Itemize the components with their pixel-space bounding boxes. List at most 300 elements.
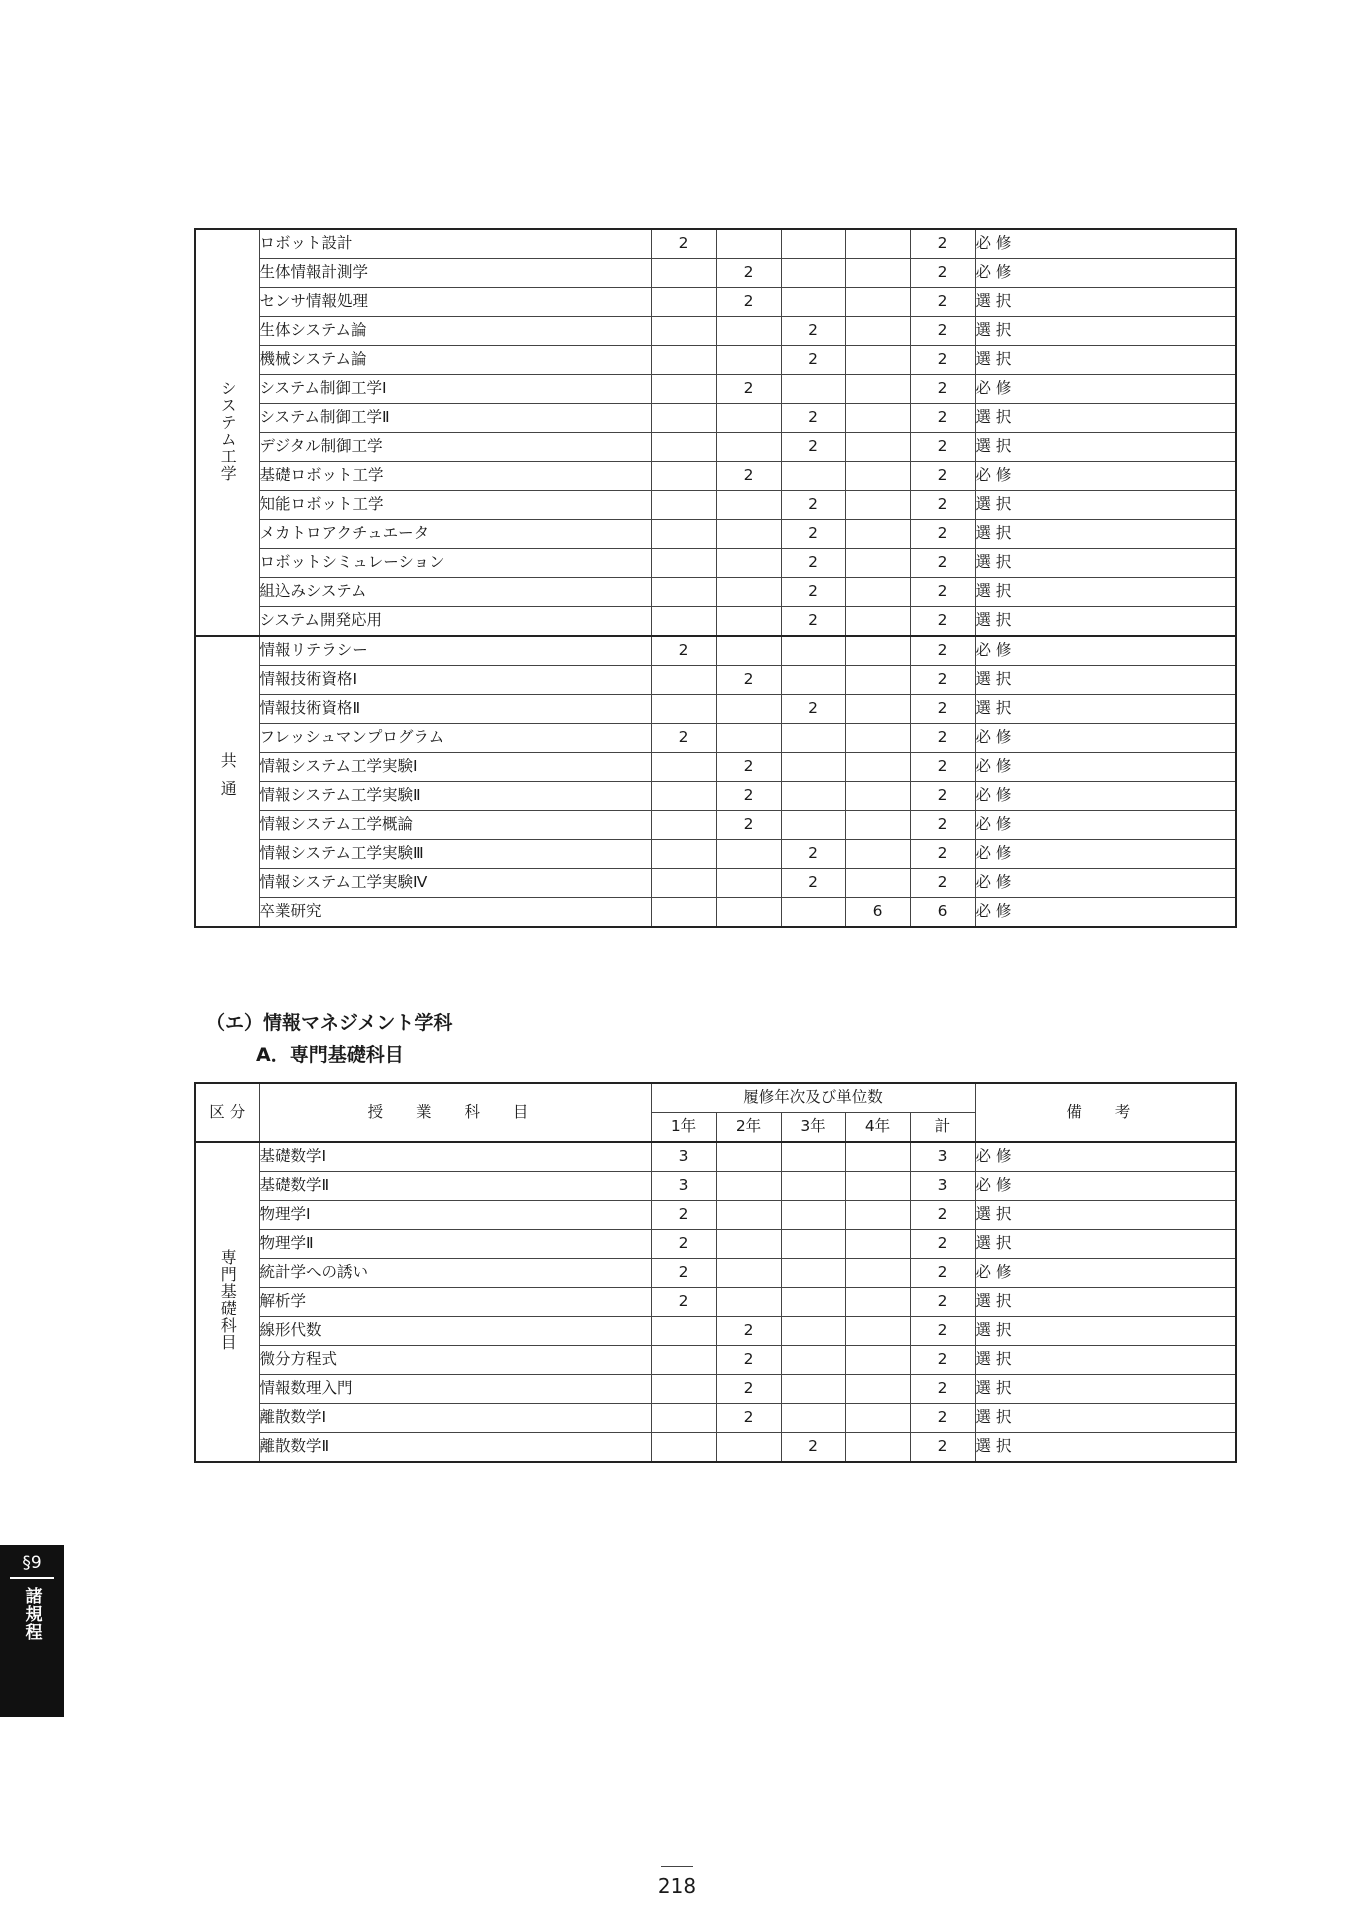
year1-credits: [651, 898, 716, 928]
year2-credits: [716, 404, 781, 433]
note-cell: 必 修: [975, 753, 1236, 782]
note-cell: 選 択: [975, 695, 1236, 724]
year1-credits: [651, 1346, 716, 1375]
year3-credits: 2: [781, 869, 845, 898]
total-credits: 2: [910, 317, 975, 346]
year4-credits: [845, 1375, 910, 1404]
table-header-row: [195, 1083, 1236, 1113]
year1-credits: [651, 549, 716, 578]
note-cell: 選 択: [975, 1375, 1236, 1404]
total-credits: 2: [910, 1433, 975, 1463]
year1-credits: [651, 1317, 716, 1346]
year2-credits: 2: [716, 666, 781, 695]
table-row: [195, 1317, 1236, 1346]
table-row: [195, 1404, 1236, 1433]
year3-credits: [781, 636, 845, 666]
curriculum-table-management: [194, 1082, 1237, 1463]
subject-cell: 解析学: [259, 1288, 651, 1317]
year3-credits: 2: [781, 840, 845, 869]
year4-credits: [845, 695, 910, 724]
total-credits: 2: [910, 666, 975, 695]
total-credits: 2: [910, 375, 975, 404]
table-row: [195, 1172, 1236, 1201]
year3-credits: [781, 1346, 845, 1375]
table-row: [195, 636, 1236, 666]
category-cell: [195, 636, 259, 927]
subject-cell: ロボットシミュレーション: [259, 549, 651, 578]
year2-credits: [716, 840, 781, 869]
total-credits: 2: [910, 229, 975, 259]
year4-credits: [845, 811, 910, 840]
year2-credits: [716, 1259, 781, 1288]
note-cell: 選 択: [975, 549, 1236, 578]
total-credits: 2: [910, 636, 975, 666]
total-credits: 2: [910, 259, 975, 288]
subject-cell: 生体情報計測学: [259, 259, 651, 288]
year4-credits: [845, 375, 910, 404]
year1-credits: 2: [651, 1201, 716, 1230]
header-year2: 2年: [716, 1113, 781, 1143]
total-credits: 2: [910, 1288, 975, 1317]
year2-credits: [716, 1288, 781, 1317]
table-row: [195, 346, 1236, 375]
subject-cell: 知能ロボット工学: [259, 491, 651, 520]
subject-cell: 情報技術資格Ⅱ: [259, 695, 651, 724]
year1-credits: [651, 695, 716, 724]
year1-credits: [651, 520, 716, 549]
year4-credits: [845, 1317, 910, 1346]
table-row: [195, 259, 1236, 288]
year2-credits: [716, 636, 781, 666]
header-year1: 1年: [651, 1113, 716, 1143]
subject-cell: 物理学Ⅱ: [259, 1230, 651, 1259]
category-cell: [195, 229, 259, 636]
subject-cell: 基礎数学Ⅰ: [259, 1142, 651, 1172]
note-cell: 必 修: [975, 462, 1236, 491]
year2-credits: [716, 607, 781, 637]
subject-cell: 線形代数: [259, 1317, 651, 1346]
year1-credits: [651, 317, 716, 346]
year1-credits: [651, 433, 716, 462]
year4-credits: [845, 636, 910, 666]
year3-credits: [781, 288, 845, 317]
note-cell: 必 修: [975, 869, 1236, 898]
year2-credits: [716, 229, 781, 259]
year4-credits: [845, 433, 910, 462]
year1-credits: [651, 666, 716, 695]
total-credits: 2: [910, 462, 975, 491]
table-row: [195, 695, 1236, 724]
year1-credits: 2: [651, 724, 716, 753]
year4-credits: [845, 1201, 910, 1230]
table-row: [195, 462, 1236, 491]
year1-credits: 2: [651, 636, 716, 666]
table-row: [195, 317, 1236, 346]
note-cell: 選 択: [975, 1288, 1236, 1317]
table-row: [195, 404, 1236, 433]
year2-credits: [716, 1142, 781, 1172]
total-credits: 2: [910, 520, 975, 549]
note-cell: 選 択: [975, 1317, 1236, 1346]
total-credits: 2: [910, 1375, 975, 1404]
year3-credits: 2: [781, 607, 845, 637]
year3-credits: [781, 1317, 845, 1346]
year4-credits: [845, 288, 910, 317]
table-row: [195, 1375, 1236, 1404]
subject-cell: 基礎ロボット工学: [259, 462, 651, 491]
year4-credits: [845, 1230, 910, 1259]
year3-credits: [781, 782, 845, 811]
subject-cell: システム開発応用: [259, 607, 651, 637]
year3-credits: [781, 229, 845, 259]
total-credits: 2: [910, 1346, 975, 1375]
note-cell: 必 修: [975, 898, 1236, 928]
note-cell: 選 択: [975, 1201, 1236, 1230]
note-cell: 選 択: [975, 317, 1236, 346]
table-row: [195, 549, 1236, 578]
year4-credits: [845, 840, 910, 869]
total-credits: 2: [910, 695, 975, 724]
subject-cell: 情報リテラシー: [259, 636, 651, 666]
year4-credits: [845, 724, 910, 753]
page-number-rule: [661, 1866, 693, 1867]
section-subtitle: A．専門基礎科目: [256, 1044, 404, 1066]
subject-cell: 離散数学Ⅰ: [259, 1404, 651, 1433]
note-cell: 必 修: [975, 840, 1236, 869]
year3-credits: [781, 1288, 845, 1317]
subject-cell: メカトロアクチュエータ: [259, 520, 651, 549]
subject-cell: 情報技術資格Ⅰ: [259, 666, 651, 695]
subject-cell: 情報システム工学実験Ⅱ: [259, 782, 651, 811]
year2-credits: [716, 549, 781, 578]
table-row: [195, 898, 1236, 928]
category-cell: [195, 1142, 259, 1462]
side-tab-label: 諸規程: [21, 1587, 42, 1641]
section-side-tab: [0, 1545, 64, 1717]
note-cell: 選 択: [975, 1230, 1236, 1259]
year1-credits: [651, 346, 716, 375]
year4-credits: [845, 1433, 910, 1463]
table-row: [195, 1259, 1236, 1288]
note-cell: 必 修: [975, 1172, 1236, 1201]
year4-credits: [845, 317, 910, 346]
year1-credits: [651, 869, 716, 898]
subject-cell: 微分方程式: [259, 1346, 651, 1375]
table-row: [195, 666, 1236, 695]
total-credits: 2: [910, 753, 975, 782]
year4-credits: [845, 404, 910, 433]
header-note: 備 考: [975, 1083, 1236, 1142]
year4-credits: [845, 1404, 910, 1433]
year4-credits: [845, 1172, 910, 1201]
year2-credits: [716, 346, 781, 375]
table-row: [195, 840, 1236, 869]
header-year3: 3年: [781, 1113, 845, 1143]
section-title: （エ）情報マネジメント学科: [206, 1012, 453, 1034]
total-credits: 2: [910, 607, 975, 637]
year2-credits: [716, 695, 781, 724]
subject-cell: フレッシュマンプログラム: [259, 724, 651, 753]
total-credits: 2: [910, 840, 975, 869]
note-cell: 必 修: [975, 811, 1236, 840]
table-row: [195, 811, 1236, 840]
year1-credits: [651, 840, 716, 869]
note-cell: 選 択: [975, 491, 1236, 520]
year3-credits: 2: [781, 491, 845, 520]
year1-credits: 2: [651, 1288, 716, 1317]
subject-cell: 情報システム工学概論: [259, 811, 651, 840]
total-credits: 2: [910, 491, 975, 520]
year3-credits: [781, 259, 845, 288]
table-row: [195, 491, 1236, 520]
note-cell: 選 択: [975, 346, 1236, 375]
subject-cell: 基礎数学Ⅱ: [259, 1172, 651, 1201]
year3-credits: [781, 1375, 845, 1404]
category-label: 専門基礎科目: [218, 1249, 238, 1352]
year2-credits: [716, 1230, 781, 1259]
year4-credits: [845, 782, 910, 811]
year4-credits: [845, 229, 910, 259]
year3-credits: 2: [781, 578, 845, 607]
page-number: 218: [657, 1874, 697, 1898]
year1-credits: [651, 1375, 716, 1404]
year4-credits: [845, 869, 910, 898]
subject-cell: デジタル制御工学: [259, 433, 651, 462]
year3-credits: [781, 1230, 845, 1259]
year1-credits: 2: [651, 1259, 716, 1288]
year2-credits: [716, 491, 781, 520]
table-row: [195, 869, 1236, 898]
subject-cell: 卒業研究: [259, 898, 651, 928]
header-year4: 4年: [845, 1113, 910, 1143]
table-row: [195, 1201, 1236, 1230]
year3-credits: 2: [781, 346, 845, 375]
year3-credits: [781, 1142, 845, 1172]
note-cell: 必 修: [975, 1142, 1236, 1172]
year2-credits: 2: [716, 753, 781, 782]
total-credits: 2: [910, 1259, 975, 1288]
subject-cell: システム制御工学Ⅰ: [259, 375, 651, 404]
year4-credits: [845, 520, 910, 549]
year4-credits: [845, 1142, 910, 1172]
table-row: [195, 1288, 1236, 1317]
year4-credits: [845, 1346, 910, 1375]
year2-credits: 2: [716, 1404, 781, 1433]
year3-credits: 2: [781, 317, 845, 346]
year3-credits: [781, 898, 845, 928]
year1-credits: [651, 607, 716, 637]
year4-credits: [845, 259, 910, 288]
note-cell: 必 修: [975, 724, 1236, 753]
year2-credits: [716, 869, 781, 898]
header-category: 区 分: [195, 1083, 259, 1142]
year3-credits: 2: [781, 520, 845, 549]
note-cell: 選 択: [975, 1433, 1236, 1463]
header-total: 計: [910, 1113, 975, 1143]
table-row: [195, 578, 1236, 607]
year2-credits: 2: [716, 288, 781, 317]
year2-credits: [716, 724, 781, 753]
year3-credits: [781, 375, 845, 404]
total-credits: 2: [910, 549, 975, 578]
total-credits: 2: [910, 404, 975, 433]
year4-credits: 6: [845, 898, 910, 928]
total-credits: 2: [910, 782, 975, 811]
year2-credits: 2: [716, 811, 781, 840]
year1-credits: 3: [651, 1172, 716, 1201]
total-credits: 2: [910, 346, 975, 375]
year3-credits: [781, 811, 845, 840]
year2-credits: [716, 898, 781, 928]
year4-credits: [845, 607, 910, 637]
note-cell: 必 修: [975, 782, 1236, 811]
table-row: [195, 288, 1236, 317]
note-cell: 必 修: [975, 259, 1236, 288]
year3-credits: 2: [781, 433, 845, 462]
year3-credits: [781, 462, 845, 491]
side-tab-section: §9: [10, 1553, 54, 1579]
year3-credits: [781, 724, 845, 753]
year4-credits: [845, 549, 910, 578]
total-credits: 2: [910, 869, 975, 898]
subject-cell: システム制御工学Ⅱ: [259, 404, 651, 433]
year2-credits: [716, 520, 781, 549]
subject-cell: 機械システム論: [259, 346, 651, 375]
year2-credits: 2: [716, 1346, 781, 1375]
total-credits: 2: [910, 811, 975, 840]
category-label: システム工学: [218, 379, 238, 482]
year1-credits: [651, 375, 716, 404]
note-cell: 選 択: [975, 404, 1236, 433]
year1-credits: [651, 404, 716, 433]
total-credits: 2: [910, 288, 975, 317]
total-credits: 2: [910, 433, 975, 462]
subject-cell: 統計学への誘い: [259, 1259, 651, 1288]
year2-credits: [716, 1201, 781, 1230]
table-row: [195, 1230, 1236, 1259]
year3-credits: [781, 1201, 845, 1230]
year3-credits: [781, 1172, 845, 1201]
subject-cell: 情報システム工学実験Ⅰ: [259, 753, 651, 782]
table-row: [195, 1142, 1236, 1172]
year3-credits: [781, 666, 845, 695]
total-credits: 2: [910, 578, 975, 607]
year1-credits: [651, 1433, 716, 1463]
year1-credits: [651, 462, 716, 491]
year2-credits: 2: [716, 259, 781, 288]
subject-cell: 情報システム工学実験Ⅳ: [259, 869, 651, 898]
year2-credits: 2: [716, 1375, 781, 1404]
total-credits: 2: [910, 1201, 975, 1230]
table-row: [195, 433, 1236, 462]
note-cell: 選 択: [975, 666, 1236, 695]
header-credits: 履修年次及び単位数: [651, 1083, 975, 1113]
year1-credits: [651, 288, 716, 317]
year4-credits: [845, 753, 910, 782]
year3-credits: 2: [781, 1433, 845, 1463]
year4-credits: [845, 1288, 910, 1317]
subject-cell: ロボット設計: [259, 229, 651, 259]
table-row: [195, 520, 1236, 549]
note-cell: 選 択: [975, 607, 1236, 637]
year4-credits: [845, 578, 910, 607]
year1-credits: [651, 259, 716, 288]
year2-credits: 2: [716, 1317, 781, 1346]
year4-credits: [845, 666, 910, 695]
table-row: [195, 375, 1236, 404]
total-credits: 2: [910, 1230, 975, 1259]
year3-credits: [781, 1404, 845, 1433]
table-row: [195, 229, 1236, 259]
total-credits: 2: [910, 724, 975, 753]
table-row: [195, 1433, 1236, 1463]
note-cell: 選 択: [975, 520, 1236, 549]
year1-credits: [651, 578, 716, 607]
total-credits: 2: [910, 1317, 975, 1346]
year2-credits: [716, 1172, 781, 1201]
year1-credits: [651, 1404, 716, 1433]
table-row: [195, 782, 1236, 811]
note-cell: 選 択: [975, 288, 1236, 317]
year3-credits: [781, 1259, 845, 1288]
year1-credits: 2: [651, 1230, 716, 1259]
year1-credits: 2: [651, 229, 716, 259]
subject-cell: センサ情報処理: [259, 288, 651, 317]
table-row: [195, 607, 1236, 637]
year4-credits: [845, 462, 910, 491]
year2-credits: [716, 1433, 781, 1463]
table-row: [195, 753, 1236, 782]
year3-credits: 2: [781, 549, 845, 578]
note-cell: 選 択: [975, 1346, 1236, 1375]
year2-credits: 2: [716, 375, 781, 404]
year1-credits: [651, 782, 716, 811]
year2-credits: [716, 317, 781, 346]
year3-credits: 2: [781, 404, 845, 433]
year2-credits: 2: [716, 782, 781, 811]
subject-cell: 離散数学Ⅱ: [259, 1433, 651, 1463]
year1-credits: [651, 811, 716, 840]
year3-credits: [781, 753, 845, 782]
year1-credits: [651, 491, 716, 520]
note-cell: 選 択: [975, 578, 1236, 607]
note-cell: 必 修: [975, 636, 1236, 666]
subject-cell: 組込みシステム: [259, 578, 651, 607]
total-credits: 3: [910, 1172, 975, 1201]
year3-credits: 2: [781, 695, 845, 724]
subject-cell: 生体システム論: [259, 317, 651, 346]
table-row: [195, 1346, 1236, 1375]
note-cell: 必 修: [975, 229, 1236, 259]
year4-credits: [845, 346, 910, 375]
note-cell: 必 修: [975, 1259, 1236, 1288]
curriculum-table-continued: [194, 228, 1237, 928]
category-label: 共通: [218, 751, 238, 808]
total-credits: 2: [910, 1404, 975, 1433]
subject-cell: 物理学Ⅰ: [259, 1201, 651, 1230]
total-credits: 6: [910, 898, 975, 928]
year1-credits: [651, 753, 716, 782]
header-subject: 授 業 科 目: [259, 1083, 651, 1142]
year2-credits: [716, 433, 781, 462]
note-cell: 選 択: [975, 1404, 1236, 1433]
table-row: [195, 724, 1236, 753]
note-cell: 選 択: [975, 433, 1236, 462]
year4-credits: [845, 491, 910, 520]
subject-cell: 情報数理入門: [259, 1375, 651, 1404]
note-cell: 必 修: [975, 375, 1236, 404]
year2-credits: 2: [716, 462, 781, 491]
